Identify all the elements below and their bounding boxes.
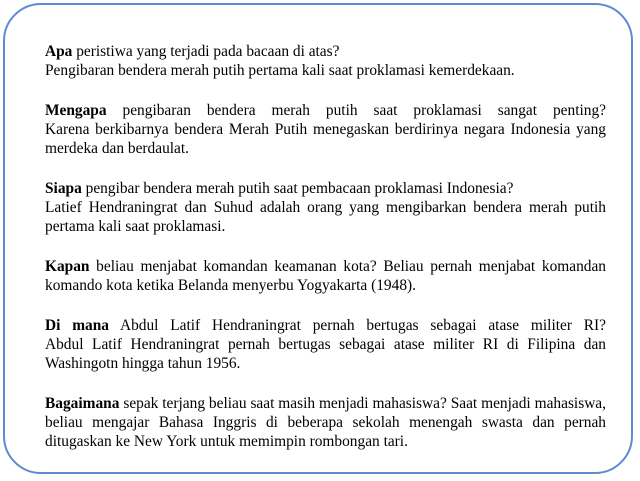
- qa-item-apa: [45, 42, 606, 80]
- question-text: Abdul Latif Hendraningrat pernah bertugas sebagai atase militer RI?: [119, 317, 606, 334]
- question-line: [45, 316, 606, 335]
- question-keyword: Siapa: [45, 180, 82, 197]
- question-text: beliau menjabat komandan keamanan kota? Beliau pernah menjabat komandan komando kota ketika Belanda menyerbu Yogyakarta (1948).: [45, 258, 606, 294]
- question-keyword: Di mana: [45, 317, 109, 334]
- question-line: [45, 179, 606, 198]
- qa-item-mengapa: [45, 101, 606, 158]
- rounded-text-box: [3, 3, 633, 474]
- answer-text: Abdul Latif Hendraningrat pernah bertugas sebagai atase militer RI di Filipina dan Washingotn hingga tahun 1956.: [45, 336, 606, 372]
- qa-item-kapan: [45, 257, 606, 295]
- question-keyword: Kapan: [45, 258, 90, 275]
- qa-list: [45, 42, 606, 472]
- question-keyword: Apa: [45, 43, 73, 60]
- question-text: sepak terjang beliau saat masih menjadi mahasiswa? Saat menjadi mahasiswa, beliau mengajar Bahasa Inggris di beberapa sekolah menengah swasta dan pernah ditugaskan ke New York untuk memimpin rombongan tari.: [45, 395, 606, 450]
- qa-item-di-mana: [45, 316, 606, 373]
- question-text: peristiwa yang terjadi pada bacaan di atas?: [76, 43, 340, 60]
- question-keyword: Bagaimana: [45, 395, 120, 412]
- question-line: [45, 42, 606, 61]
- qa-item-siapa: [45, 179, 606, 236]
- answer-text: Karena berkibarnya bendera Merah Putih menegaskan berdirinya negara Indonesia yang merdeka dan berdaulat.: [45, 121, 606, 157]
- question-line: [45, 394, 606, 451]
- question-text: pengibaran bendera merah putih saat proklamasi sangat penting?: [122, 102, 606, 119]
- answer-text: Pengibaran bendera merah putih pertama kali saat proklamasi kemerdekaan.: [45, 62, 515, 79]
- question-line: [45, 257, 606, 295]
- qa-item-bagaimana: [45, 394, 606, 451]
- answer-text: Latief Hendraningrat dan Suhud adalah orang yang mengibarkan bendera merah putih pertama kali saat proklamasi.: [45, 199, 606, 235]
- question-text: pengibar bendera merah putih saat pembacaan proklamasi Indonesia?: [85, 180, 514, 197]
- question-keyword: Mengapa: [45, 102, 107, 119]
- question-line: [45, 101, 606, 120]
